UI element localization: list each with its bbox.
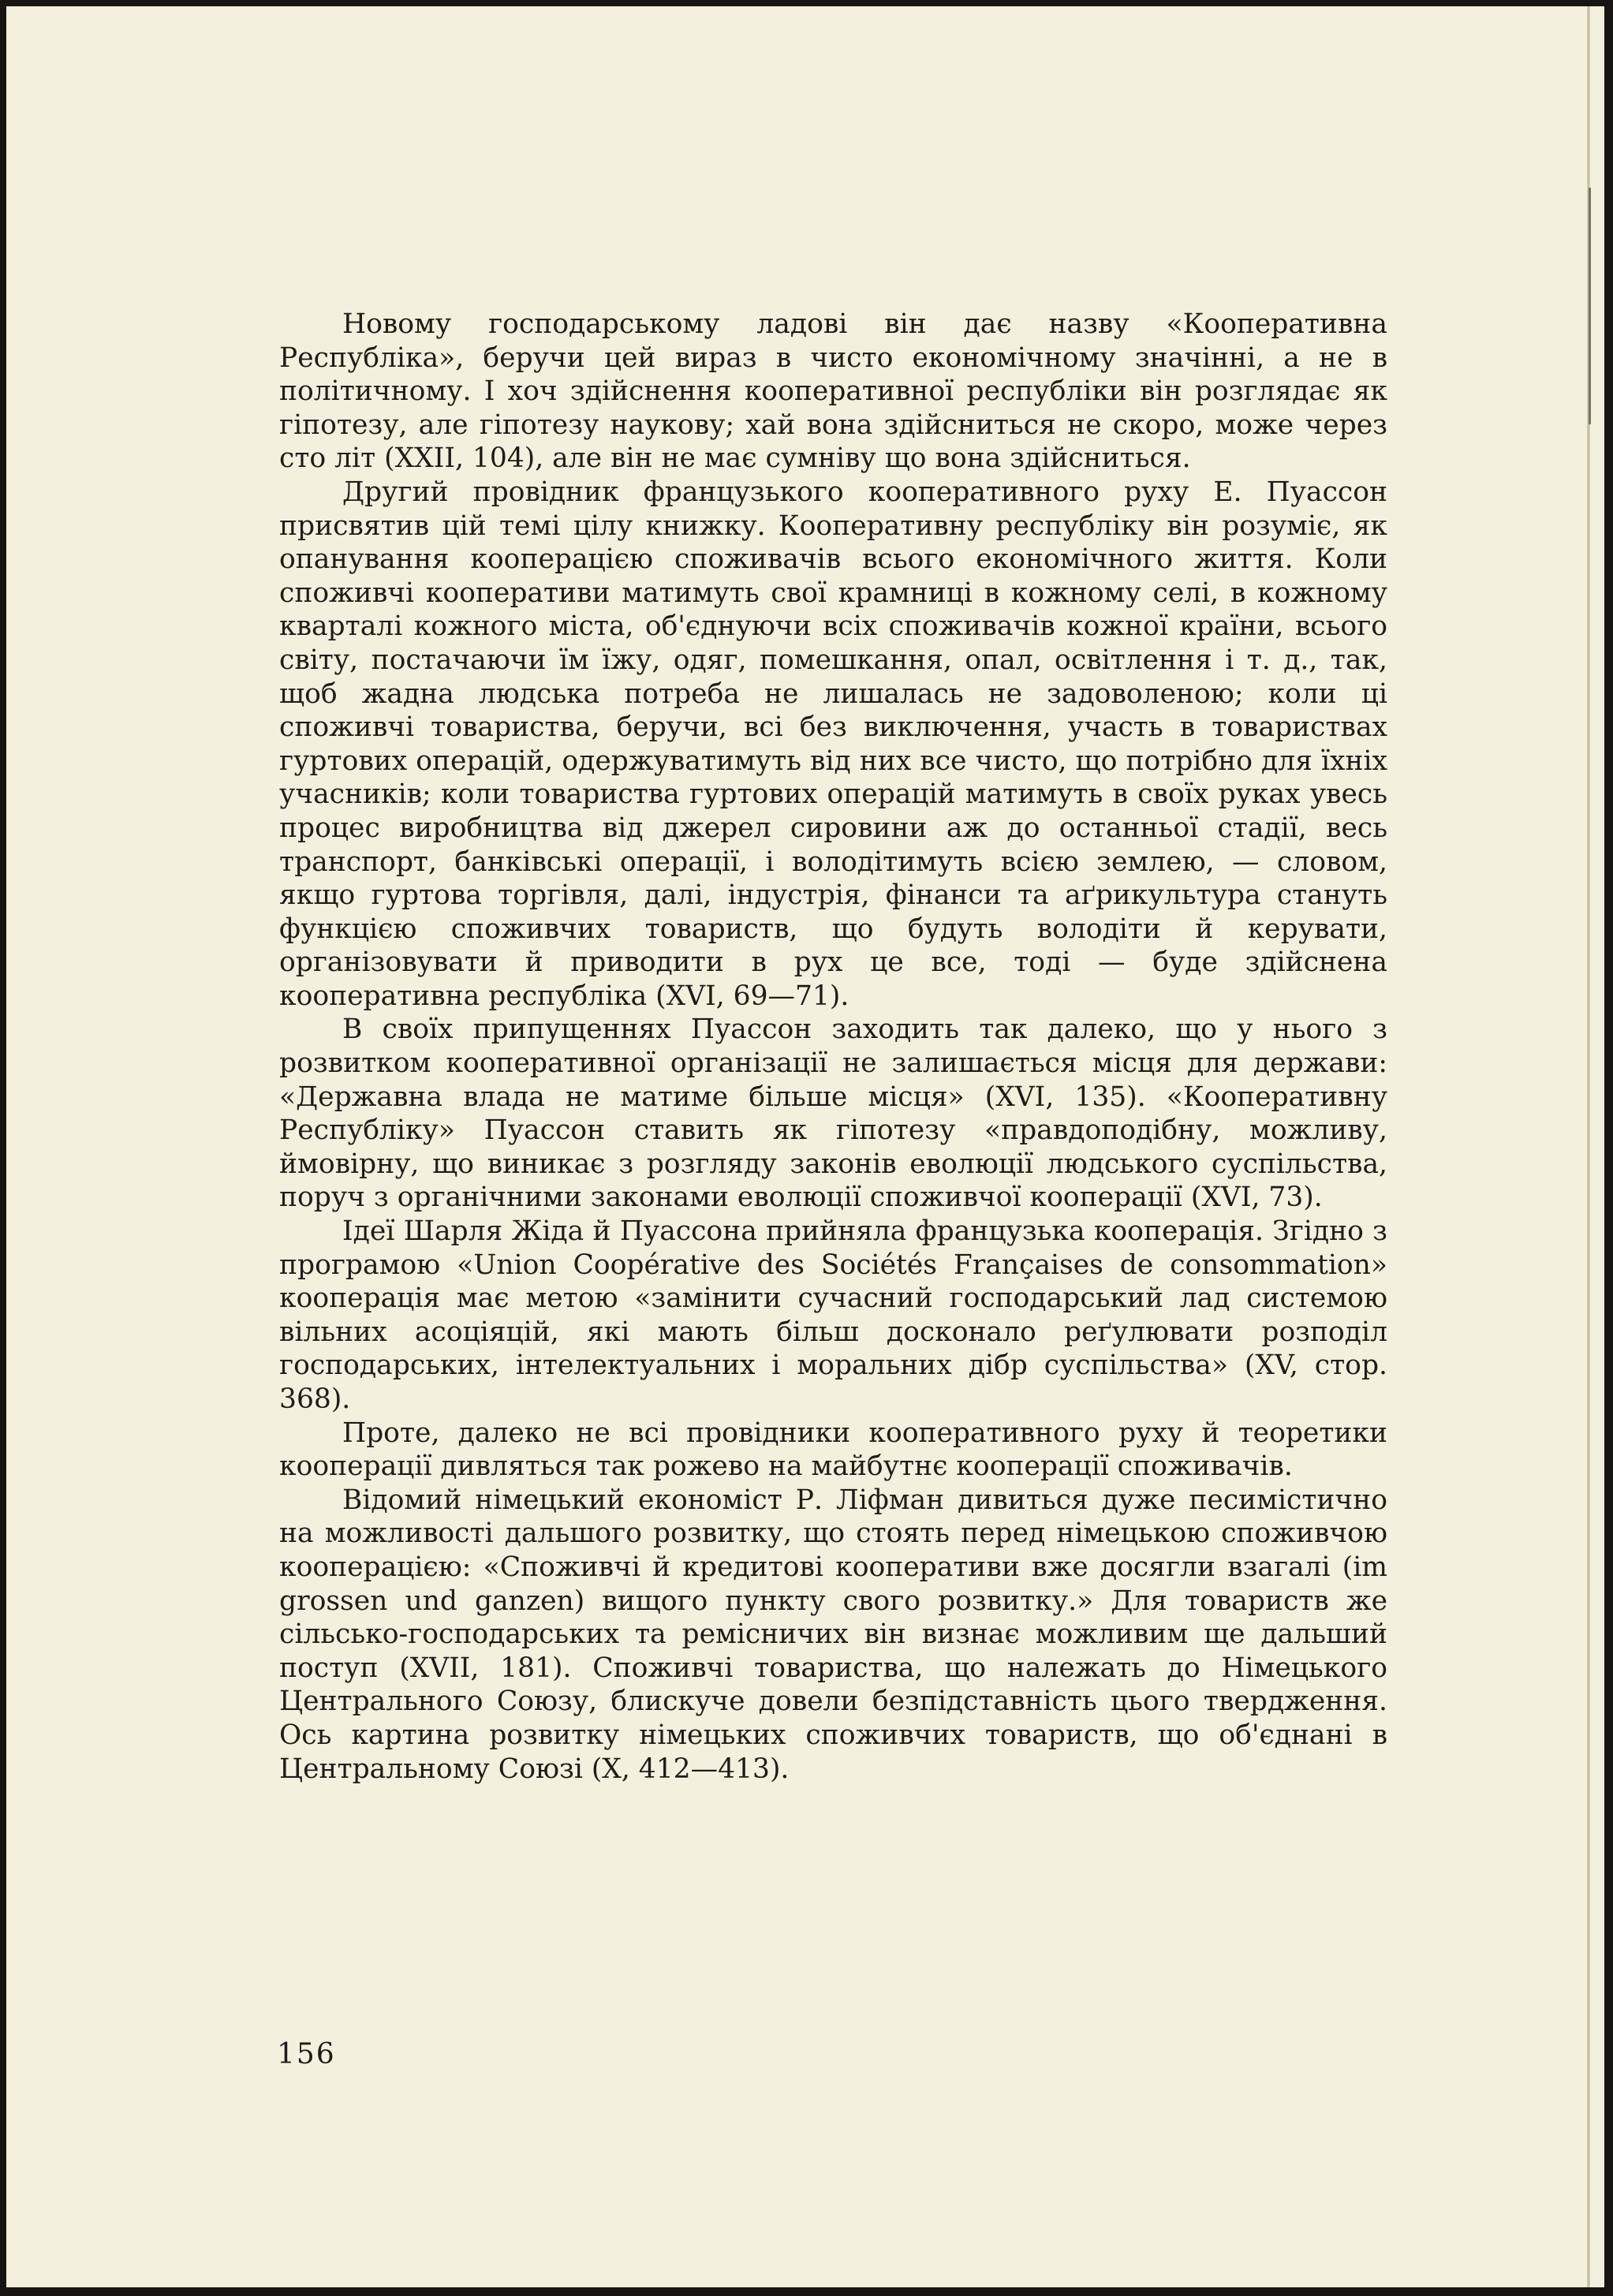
paragraph: Проте, далеко не всі провідники кооперативного руху й теоретики кооперації дивляться так рожево на майбутнє кооперації споживачів. bbox=[279, 1417, 1387, 1483]
book-page bbox=[6, 6, 1604, 2287]
page-number: 156 bbox=[277, 2038, 336, 2070]
paragraph: В своїх припущеннях Пуассон заходить так далеко, що у нього з розвитком кооперативної організації не залишається місця для держави: «Державна влада не матиме більше місця» (XVI, 135). «Кооперативну Республіку» Пуассон ставить як гіпотезу «правдоподібну, можливу, ймовірну, що виникає з розгляду законів еволюції людського суспільства, поруч з органічними законами еволюції споживчої кооперації (XVI, 73). bbox=[279, 1014, 1387, 1214]
paragraph: Відомий німецький економіст Р. Ліфман дивиться дуже песимістично на можливості дальшого розвитку, що стоять перед німецькою споживчою кооперацією: «Споживчі й кредитові кооперативи вже досягли взагалі (im grossen und ganzen) вищого пункту свого розвитку.» Для товариств же сільсько-господарських та ремісничих він визнає можливим ще дальший поступ (XVII, 181). Споживчі товариства, що належать до Німецького Центрального Союзу, блискуче довели безпідставність цього твердження. Ось картина розвитку німецьких споживчих товариств, що об'єднані в Центральному Союзі (X, 412—413). bbox=[279, 1484, 1387, 1785]
paragraph: Новому господарському ладові він дає назву «Кооперативна Республіка», беручи цей вираз в чисто економічному значінні, а не в політичному. І хоч здійснення кооперативної республіки він розглядає як гіпотезу, але гіпотезу наукову; хай вона здійсниться не скоро, може через сто літ (XXII, 104), але він не має сумніву що вона здійсниться. bbox=[279, 308, 1387, 475]
body-text bbox=[279, 308, 1387, 1786]
page-edge-shadow bbox=[1589, 188, 1591, 424]
paragraph: Ідеї Шарля Жіда й Пуассона прийняла французька кооперація. Згідно з програмою «Union Coopérative des Sociétés Françaises de consommation» кооперація має метою «замінити сучасний господарський лад системою вільних асоціяцій, які мають більш досконало реґулювати розподіл господарських, інтелектуальних і моральних дібр суспільства» (XV, стор. 368). bbox=[279, 1215, 1387, 1415]
paragraph: Другий провідник французького кооперативного руху Е. Пуассон присвятив цій темі цілу книжку. Кооперативну республіку він розуміє, як опанування кооперацією споживачів всього економічного життя. Коли споживчі кооперативи матимуть свої крамниці в кожному селі, в кожному кварталі кожного міста, об'єднуючи всіх споживачів кожної країни, всього світу, постачаючи їм їжу, одяг, помешкання, опал, освітлення і т. д., так, щоб жадна людська потреба не лишалась не задоволеною; коли ці споживчі товариства, беручи, всі без виключення, участь в товариствах гуртових операцій, одержуватимуть від них все чисто, що потрібно для їхніх учасників; коли товариства гуртових операцій матимуть в своїх руках увесь процес виробництва від джерел сировини аж до останньої стадії, весь транспорт, банківські операції, і володітимуть всією землею, — словом, якщо гуртова торгівля, далі, індустрія, фінанси та аґрикультура стануть функцією споживчих товариств, що будуть володіти й керувати, організовувати й приводити в рух це все, тоді — буде здійснена кооперативна республіка (XVI, 69—71). bbox=[279, 476, 1387, 1012]
